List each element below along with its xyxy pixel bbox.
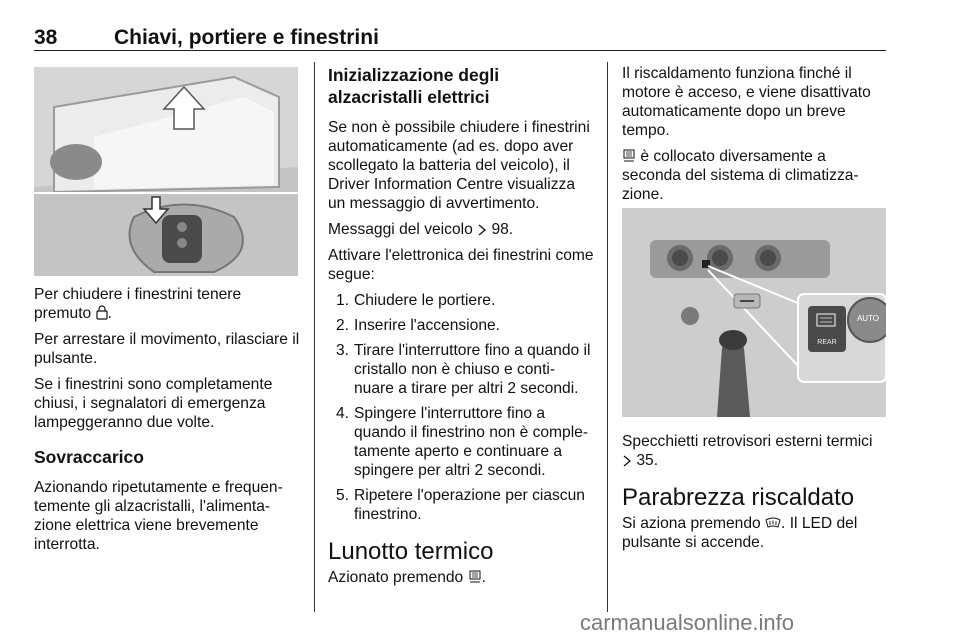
step-number: 2. — [336, 317, 350, 334]
paragraph-activate-electronics: Attivare l'elettronica dei finestrini come segue: — [328, 247, 594, 283]
paragraph-hazard-flash: Se i finestrini sono completamente chiusi, i segnalatori di emergenza lampeggeranno due volte. — [34, 376, 273, 431]
text-close-windows-end: . — [107, 305, 112, 322]
paragraph-init-intro: Se non è possibile chiudere i finestrini automaticamente (ad es. dopo aver scollegato la batteria del veicolo), il Driver Information Centre visualizza un messaggio di avvertimento. — [328, 119, 590, 212]
step-text: Spingere l'interruttore fino a quando il finestrino non è comple- tamente aperto e continuare a spingere per altri 2 secondi. — [354, 405, 589, 479]
paragraph-heating-duration: Il riscaldamento funziona finché il motore è acceso, e viene disattivato automaticamente dopo un breve tempo. — [622, 65, 871, 139]
chapter-title: Chiavi, portiere e finestrini — [114, 26, 379, 49]
paragraph-button-location — [622, 147, 886, 204]
list-item — [328, 341, 594, 398]
window-keyfob-illustration — [34, 67, 298, 276]
column-right-bottom — [622, 432, 886, 559]
list-item — [328, 316, 594, 335]
page-number: 38 — [34, 26, 58, 49]
step-number: 1. — [336, 292, 350, 309]
column-right-top — [622, 64, 886, 211]
rear-window-heat-icon — [622, 149, 636, 163]
climate-panel-drawing — [622, 208, 886, 417]
paragraph-rear-defroster — [328, 568, 594, 587]
paragraph-stop-movement: Per arrestare il movimento, rilasciare il pulsante. — [34, 331, 300, 367]
paragraph-overload: Azionando ripetutamente e frequen- temente gli alzacristalli, l'alimenta- zione elettrica viene brevemente interrotta. — [34, 479, 283, 553]
column-left — [34, 285, 300, 561]
step-text: Chiudere le portiere. — [354, 292, 496, 309]
step-number: 5. — [336, 487, 350, 504]
text-heated-mirrors: Specchietti retrovisori esterni termici — [622, 433, 873, 450]
heading-rear-defroster: Lunotto termico — [328, 538, 494, 565]
windscreen-heat-icon — [765, 517, 781, 530]
watermark: carmanualsonline.info — [580, 610, 795, 635]
page-reference-35: 35. — [636, 452, 659, 469]
page-reference-icon — [477, 224, 487, 236]
list-item — [328, 404, 594, 480]
list-item — [328, 291, 594, 310]
text-rear-defroster: Azionato premendo — [328, 569, 464, 586]
page-header — [34, 26, 886, 52]
rear-button-label: REAR — [817, 339, 837, 346]
climate-panel-photo — [622, 208, 886, 417]
step-text: Inserire l'accensione. — [354, 317, 500, 334]
paragraph-heated-windscreen — [622, 514, 886, 552]
column-divider-left — [314, 62, 315, 612]
heading-overload: Sovraccarico — [34, 447, 144, 467]
paragraph-heated-mirrors — [622, 432, 886, 470]
text-close-windows: Per chiudere i finestrini tenere premuto — [34, 286, 242, 322]
step-number: 3. — [336, 342, 350, 359]
window-keyfob-drawing — [34, 67, 298, 276]
column-divider-right — [607, 62, 608, 612]
list-item — [328, 486, 594, 524]
text-vehicle-messages: Messaggi del veicolo — [328, 221, 473, 238]
text-heated-windscreen: Si aziona premendo — [622, 515, 761, 532]
steps-list — [328, 291, 594, 524]
paragraph-vehicle-messages — [328, 220, 594, 239]
page-reference-98: 98. — [491, 221, 514, 238]
page-reference-icon — [622, 455, 632, 467]
step-number: 4. — [336, 405, 350, 422]
paragraph-close-windows — [34, 285, 300, 323]
header-rule — [34, 50, 886, 51]
step-text: Ripetere l'operazione per ciascun finestrino. — [354, 487, 585, 523]
step-text: Tirare l'interruttore fino a quando il cristallo non è chiuso e conti- nuare a tirare per altri 2 secondi. — [354, 342, 591, 397]
text-heated-windscreen-end: . Il LED del pulsante si accende. — [622, 515, 858, 551]
heading-heated-windscreen: Parabrezza riscaldato — [622, 484, 855, 511]
lock-icon — [96, 305, 108, 320]
rear-window-heat-icon — [468, 570, 482, 584]
auto-knob-label: AUTO — [856, 314, 880, 323]
heading-window-init: Inizializzazione degli alzacristalli elettrici — [328, 65, 500, 107]
text-button-location: è collocato diversamente a seconda del sistema di climatizza- zione. — [622, 148, 859, 203]
column-middle — [328, 64, 594, 594]
text-rear-defroster-end: . — [481, 569, 486, 586]
